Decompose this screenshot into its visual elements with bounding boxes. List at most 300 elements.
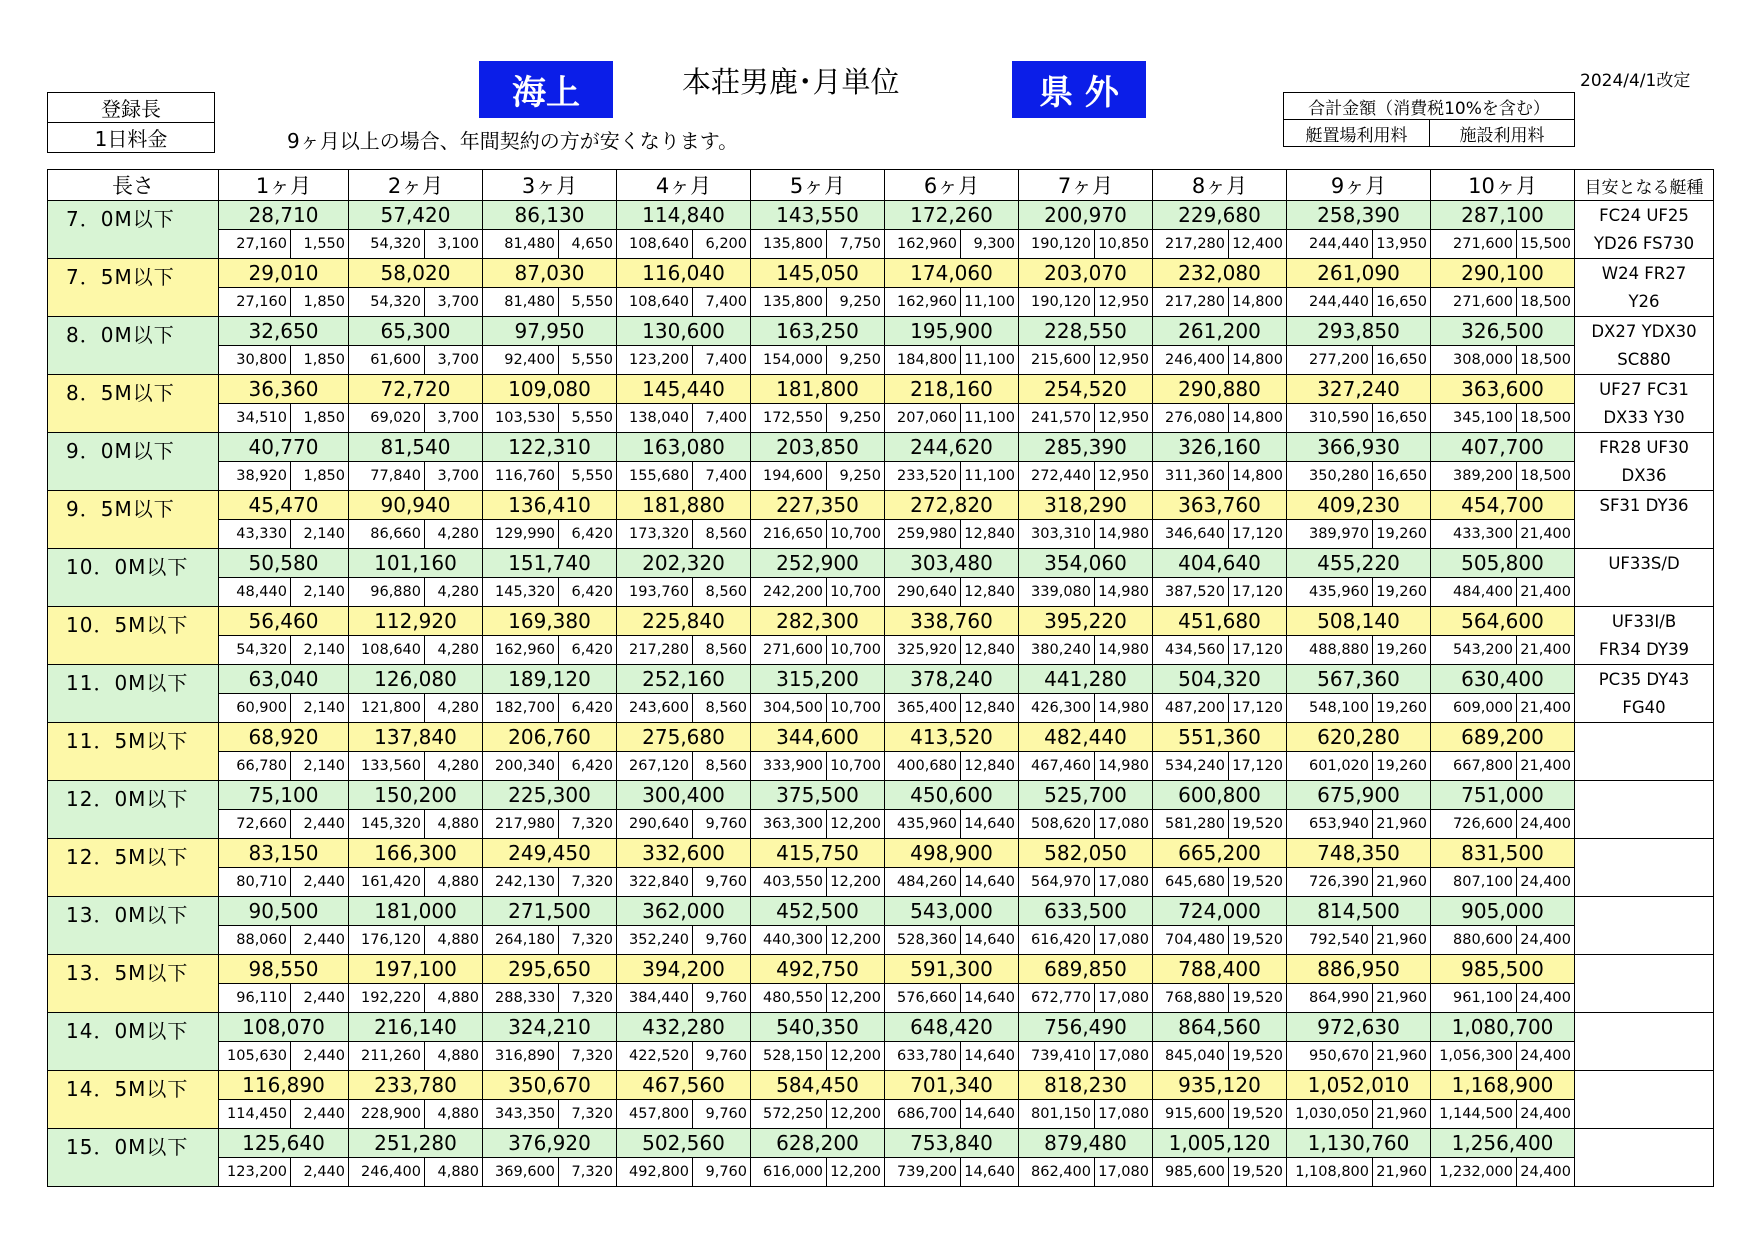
storage-fee-cell: 426,300	[1019, 694, 1095, 723]
storage-fee-cell: 616,000	[751, 1158, 827, 1187]
model-cell: PC35 DY43	[1575, 665, 1714, 694]
total-fee-cell: 29,010	[219, 259, 349, 288]
total-fee-cell: 145,440	[617, 375, 751, 404]
facility-fee-cell: 19,520	[1229, 926, 1287, 955]
storage-fee-cell: 310,590	[1287, 404, 1373, 433]
facility-fee-cell: 19,260	[1373, 752, 1431, 781]
header-month-6: 6ヶ月	[885, 170, 1019, 201]
total-fee-cell: 831,500	[1431, 839, 1575, 868]
facility-fee-cell: 24,400	[1517, 810, 1575, 839]
storage-fee-cell: 154,000	[751, 346, 827, 375]
facility-fee-cell: 3,100	[425, 230, 483, 259]
facility-fee-cell: 6,200	[693, 230, 751, 259]
total-fee-cell: 258,390	[1287, 201, 1431, 230]
facility-fee-cell: 17,080	[1095, 868, 1153, 897]
length-label: 10．5M以下	[48, 607, 219, 665]
tag-sea: 海上	[479, 61, 613, 118]
facility-fee-cell: 4,280	[425, 752, 483, 781]
total-fee-cell: 45,470	[219, 491, 349, 520]
storage-fee-cell: 350,280	[1287, 462, 1373, 491]
facility-fee-cell: 17,120	[1229, 694, 1287, 723]
storage-fee-cell: 233,520	[885, 462, 961, 491]
table-row	[48, 375, 1714, 404]
total-fee-cell: 233,780	[349, 1071, 483, 1100]
storage-fee-cell: 864,990	[1287, 984, 1373, 1013]
total-fee-cell: 225,840	[617, 607, 751, 636]
model-cell	[1575, 897, 1714, 926]
total-fee-cell: 200,970	[1019, 201, 1153, 230]
total-fee-cell: 261,090	[1287, 259, 1431, 288]
total-fee-cell: 591,300	[885, 955, 1019, 984]
storage-fee-cell: 739,200	[885, 1158, 961, 1187]
table-subrow	[48, 1100, 1714, 1129]
header-month-9: 9ヶ月	[1287, 170, 1431, 201]
total-fee-cell: 338,760	[885, 607, 1019, 636]
facility-fee-cell: 14,640	[961, 1100, 1019, 1129]
total-fee-cell: 32,650	[219, 317, 349, 346]
facility-fee-cell: 21,400	[1517, 752, 1575, 781]
model-cell: FR28 UF30	[1575, 433, 1714, 462]
storage-fee-cell: 316,890	[483, 1042, 559, 1071]
facility-fee-cell: 14,640	[961, 926, 1019, 955]
storage-fee-cell: 103,530	[483, 404, 559, 433]
facility-fee-cell: 17,120	[1229, 578, 1287, 607]
facility-fee-cell: 12,200	[827, 868, 885, 897]
storage-fee-cell: 123,200	[617, 346, 693, 375]
facility-fee-cell: 7,400	[693, 346, 751, 375]
total-fee-cell: 366,930	[1287, 433, 1431, 462]
total-fee-cell: 378,240	[885, 665, 1019, 694]
total-fee-cell: 375,500	[751, 781, 885, 810]
facility-fee-cell: 24,400	[1517, 1042, 1575, 1071]
total-fee-cell: 125,640	[219, 1129, 349, 1158]
facility-fee-cell: 17,080	[1095, 810, 1153, 839]
total-fee-cell: 753,840	[885, 1129, 1019, 1158]
storage-fee-cell: 686,700	[885, 1100, 961, 1129]
storage-fee-cell: 27,160	[219, 230, 291, 259]
model-cell: FR34 DY39	[1575, 636, 1714, 665]
total-fee-cell: 467,560	[617, 1071, 751, 1100]
total-fee-cell: 879,480	[1019, 1129, 1153, 1158]
facility-fee-cell: 2,140	[291, 752, 349, 781]
storage-fee-cell: 88,060	[219, 926, 291, 955]
total-fee-cell: 985,500	[1431, 955, 1575, 984]
facility-fee-cell: 9,300	[961, 230, 1019, 259]
model-cell	[1575, 752, 1714, 781]
total-fee-cell: 218,160	[885, 375, 1019, 404]
facility-fee-cell: 14,980	[1095, 578, 1153, 607]
length-label: 14．0M以下	[48, 1013, 219, 1071]
total-fee-cell: 633,500	[1019, 897, 1153, 926]
total-fee-cell: 97,950	[483, 317, 617, 346]
storage-fee-cell: 576,660	[885, 984, 961, 1013]
facility-fee-cell: 12,200	[827, 810, 885, 839]
model-cell	[1575, 1158, 1714, 1187]
total-fee-cell: 451,680	[1153, 607, 1287, 636]
total-fee-cell: 543,000	[885, 897, 1019, 926]
storage-fee-cell: 389,200	[1431, 462, 1517, 491]
storage-fee-cell: 217,280	[1153, 230, 1229, 259]
total-fee-cell: 1,256,400	[1431, 1129, 1575, 1158]
total-fee-cell: 109,080	[483, 375, 617, 404]
total-fee-cell: 227,350	[751, 491, 885, 520]
facility-fee-cell: 18,500	[1517, 288, 1575, 317]
storage-fee-cell: 440,300	[751, 926, 827, 955]
storage-fee-cell: 217,980	[483, 810, 559, 839]
storage-fee-cell: 54,320	[349, 230, 425, 259]
total-fee-cell: 90,940	[349, 491, 483, 520]
total-fee-cell: 315,200	[751, 665, 885, 694]
storage-fee-cell: 108,640	[617, 230, 693, 259]
storage-fee-cell: 277,200	[1287, 346, 1373, 375]
storage-fee-cell: 365,400	[885, 694, 961, 723]
annual-contract-note: 9ヶ月以上の場合、年間契約の方が安くなります。	[287, 129, 739, 153]
total-fee-cell: 181,800	[751, 375, 885, 404]
table-row	[48, 665, 1714, 694]
total-fee-cell: 28,710	[219, 201, 349, 230]
facility-fee-cell: 14,800	[1229, 346, 1287, 375]
total-fee-cell: 275,680	[617, 723, 751, 752]
storage-fee-cell: 488,880	[1287, 636, 1373, 665]
storage-fee-cell: 726,600	[1431, 810, 1517, 839]
facility-fee-cell: 19,260	[1373, 636, 1431, 665]
storage-fee-cell: 290,640	[617, 810, 693, 839]
storage-fee-cell: 1,144,500	[1431, 1100, 1517, 1129]
storage-fee-cell: 276,080	[1153, 404, 1229, 433]
facility-fee-cell: 4,880	[425, 984, 483, 1013]
total-fee-cell: 271,500	[483, 897, 617, 926]
length-label: 15．0M以下	[48, 1129, 219, 1187]
facility-fee-cell: 12,200	[827, 1100, 885, 1129]
legend-daily-fee: 1日料金	[48, 123, 215, 153]
facility-fee-cell: 6,420	[559, 694, 617, 723]
storage-fee-cell: 135,800	[751, 230, 827, 259]
storage-fee-cell: 54,320	[219, 636, 291, 665]
storage-fee-cell: 288,330	[483, 984, 559, 1013]
total-fee-cell: 630,400	[1431, 665, 1575, 694]
total-fee-cell: 293,850	[1287, 317, 1431, 346]
storage-fee-cell: 572,250	[751, 1100, 827, 1129]
total-fee-cell: 326,500	[1431, 317, 1575, 346]
storage-fee-cell: 633,780	[885, 1042, 961, 1071]
total-fee-cell: 363,760	[1153, 491, 1287, 520]
facility-fee-cell: 14,800	[1229, 288, 1287, 317]
facility-fee-cell: 1,850	[291, 404, 349, 433]
facility-fee-cell: 14,980	[1095, 752, 1153, 781]
total-fee-cell: 628,200	[751, 1129, 885, 1158]
total-fee-cell: 75,100	[219, 781, 349, 810]
storage-fee-cell: 339,080	[1019, 578, 1095, 607]
facility-fee-cell: 2,440	[291, 868, 349, 897]
total-fee-cell: 114,840	[617, 201, 751, 230]
facility-fee-cell: 18,500	[1517, 404, 1575, 433]
facility-fee-cell: 14,800	[1229, 462, 1287, 491]
storage-fee-cell: 363,300	[751, 810, 827, 839]
facility-fee-cell: 11,100	[961, 346, 1019, 375]
total-fee-cell: 1,005,120	[1153, 1129, 1287, 1158]
storage-fee-cell: 487,200	[1153, 694, 1229, 723]
facility-fee-cell: 7,320	[559, 984, 617, 1013]
facility-fee-cell: 12,840	[961, 520, 1019, 549]
facility-fee-cell: 9,760	[693, 984, 751, 1013]
storage-fee-cell: 311,360	[1153, 462, 1229, 491]
storage-fee-cell: 116,760	[483, 462, 559, 491]
total-fee-cell: 166,300	[349, 839, 483, 868]
storage-fee-cell: 322,840	[617, 868, 693, 897]
total-fee-cell: 482,440	[1019, 723, 1153, 752]
header-length: 長さ	[48, 170, 219, 201]
facility-fee-cell: 14,640	[961, 868, 1019, 897]
total-fee-cell: 136,410	[483, 491, 617, 520]
revision-date: 2024/4/1改定	[1580, 71, 1691, 91]
storage-fee-cell: 645,680	[1153, 868, 1229, 897]
storage-fee-cell: 184,800	[885, 346, 961, 375]
storage-fee-cell: 190,120	[1019, 230, 1095, 259]
storage-fee-cell: 43,330	[219, 520, 291, 549]
table-subrow	[48, 462, 1714, 491]
storage-fee-cell: 96,110	[219, 984, 291, 1013]
total-fee-cell: 395,220	[1019, 607, 1153, 636]
facility-fee-cell: 1,850	[291, 462, 349, 491]
facility-fee-cell: 2,440	[291, 810, 349, 839]
facility-fee-cell: 9,760	[693, 810, 751, 839]
total-fee-cell: 1,168,900	[1431, 1071, 1575, 1100]
total-fee-cell: 905,000	[1431, 897, 1575, 926]
facility-fee-cell: 10,700	[827, 578, 885, 607]
facility-fee-cell: 19,520	[1229, 810, 1287, 839]
table-row	[48, 839, 1714, 868]
total-fee-cell: 290,880	[1153, 375, 1287, 404]
facility-fee-cell: 6,420	[559, 578, 617, 607]
storage-fee-cell: 435,960	[1287, 578, 1373, 607]
facility-fee-cell: 24,400	[1517, 868, 1575, 897]
total-fee-cell: 886,950	[1287, 955, 1431, 984]
storage-fee-cell: 48,440	[219, 578, 291, 607]
total-fee-cell: 326,160	[1153, 433, 1287, 462]
facility-fee-cell: 17,080	[1095, 1100, 1153, 1129]
table-subrow	[48, 520, 1714, 549]
model-cell	[1575, 723, 1714, 752]
total-fee-cell: 87,030	[483, 259, 617, 288]
storage-fee-cell: 564,970	[1019, 868, 1095, 897]
model-cell: W24 FR27	[1575, 259, 1714, 288]
total-fee-cell: 454,700	[1431, 491, 1575, 520]
facility-fee-cell: 11,100	[961, 404, 1019, 433]
facility-fee-cell: 2,140	[291, 694, 349, 723]
storage-fee-cell: 616,420	[1019, 926, 1095, 955]
storage-fee-cell: 528,150	[751, 1042, 827, 1071]
table-row	[48, 549, 1714, 578]
facility-fee-cell: 9,760	[693, 868, 751, 897]
storage-fee-cell: 1,056,300	[1431, 1042, 1517, 1071]
total-fee-cell: 174,060	[885, 259, 1019, 288]
storage-fee-cell: 81,480	[483, 288, 559, 317]
total-fee-cell: 228,550	[1019, 317, 1153, 346]
storage-fee-cell: 534,240	[1153, 752, 1229, 781]
total-fee-cell: 216,140	[349, 1013, 483, 1042]
storage-fee-cell: 457,800	[617, 1100, 693, 1129]
table-row	[48, 607, 1714, 636]
facility-fee-cell: 5,550	[559, 288, 617, 317]
facility-fee-cell: 8,560	[693, 578, 751, 607]
facility-fee-cell: 4,880	[425, 1158, 483, 1187]
table-subrow	[48, 346, 1714, 375]
total-fee-cell: 362,000	[617, 897, 751, 926]
total-fee-cell: 130,600	[617, 317, 751, 346]
total-fee-cell: 363,600	[1431, 375, 1575, 404]
storage-fee-cell: 548,100	[1287, 694, 1373, 723]
table-subrow	[48, 694, 1714, 723]
storage-fee-cell: 69,020	[349, 404, 425, 433]
facility-fee-cell: 21,960	[1373, 868, 1431, 897]
model-cell	[1575, 1129, 1714, 1158]
total-fee-cell: 648,420	[885, 1013, 1019, 1042]
total-fee-cell: 701,340	[885, 1071, 1019, 1100]
total-fee-cell: 203,850	[751, 433, 885, 462]
length-label: 14．5M以下	[48, 1071, 219, 1129]
facility-fee-cell: 19,520	[1229, 1158, 1287, 1187]
facility-fee-cell: 3,700	[425, 346, 483, 375]
facility-fee-cell: 17,080	[1095, 984, 1153, 1013]
total-fee-cell: 814,500	[1287, 897, 1431, 926]
header-month-7: 7ヶ月	[1019, 170, 1153, 201]
storage-fee-cell: 492,800	[617, 1158, 693, 1187]
total-fee-cell: 1,080,700	[1431, 1013, 1575, 1042]
facility-fee-cell: 7,400	[693, 404, 751, 433]
total-fee-cell: 505,800	[1431, 549, 1575, 578]
total-fee-cell: 126,080	[349, 665, 483, 694]
storage-fee-cell: 108,640	[349, 636, 425, 665]
facility-fee-cell: 4,280	[425, 578, 483, 607]
length-label: 12．0M以下	[48, 781, 219, 839]
table-subrow	[48, 984, 1714, 1013]
length-label: 10．0M以下	[48, 549, 219, 607]
total-fee-cell: 394,200	[617, 955, 751, 984]
model-cell: YD26 FS730	[1575, 230, 1714, 259]
total-fee-cell: 163,250	[751, 317, 885, 346]
total-fee-cell: 225,300	[483, 781, 617, 810]
storage-fee-cell: 343,350	[483, 1100, 559, 1129]
facility-fee-cell: 2,140	[291, 636, 349, 665]
model-cell: FC24 UF25	[1575, 201, 1714, 230]
facility-fee-cell: 4,880	[425, 1042, 483, 1071]
model-cell	[1575, 578, 1714, 607]
legend-box	[47, 92, 215, 153]
facility-fee-cell: 24,400	[1517, 926, 1575, 955]
facility-fee-cell: 12,200	[827, 926, 885, 955]
storage-fee-cell: 484,400	[1431, 578, 1517, 607]
total-fee-cell: 492,750	[751, 955, 885, 984]
storage-fee-cell: 135,800	[751, 288, 827, 317]
facility-fee-cell: 19,520	[1229, 1042, 1287, 1071]
total-fee-cell: 272,820	[885, 491, 1019, 520]
facility-fee-cell: 17,120	[1229, 520, 1287, 549]
storage-fee-cell: 215,600	[1019, 346, 1095, 375]
facility-fee-cell: 6,420	[559, 520, 617, 549]
storage-fee-cell: 244,440	[1287, 288, 1373, 317]
total-fee-cell: 40,770	[219, 433, 349, 462]
storage-fee-cell: 467,460	[1019, 752, 1095, 781]
storage-fee-cell: 1,030,050	[1287, 1100, 1373, 1129]
facility-fee-cell: 10,700	[827, 694, 885, 723]
table-row	[48, 1013, 1714, 1042]
total-fee-cell: 504,320	[1153, 665, 1287, 694]
facility-fee-cell: 17,080	[1095, 1158, 1153, 1187]
total-fee-cell: 232,080	[1153, 259, 1287, 288]
storage-fee-cell: 400,680	[885, 752, 961, 781]
tax-facility-fee-label: 施設利用料	[1430, 120, 1575, 147]
storage-fee-cell: 1,108,800	[1287, 1158, 1373, 1187]
total-fee-cell: 261,200	[1153, 317, 1287, 346]
storage-fee-cell: 950,670	[1287, 1042, 1373, 1071]
facility-fee-cell: 6,420	[559, 636, 617, 665]
facility-fee-cell: 19,520	[1229, 1100, 1287, 1129]
tax-legend-box	[1283, 92, 1575, 147]
storage-fee-cell: 543,200	[1431, 636, 1517, 665]
table-row	[48, 723, 1714, 752]
storage-fee-cell: 114,450	[219, 1100, 291, 1129]
facility-fee-cell: 7,320	[559, 868, 617, 897]
facility-fee-cell: 9,250	[827, 404, 885, 433]
length-label: 7．0M以下	[48, 201, 219, 259]
facility-fee-cell: 2,440	[291, 1158, 349, 1187]
storage-fee-cell: 308,000	[1431, 346, 1517, 375]
total-fee-cell: 318,290	[1019, 491, 1153, 520]
facility-fee-cell: 10,850	[1095, 230, 1153, 259]
storage-fee-cell: 182,700	[483, 694, 559, 723]
facility-fee-cell: 16,650	[1373, 288, 1431, 317]
model-cell: FG40	[1575, 694, 1714, 723]
facility-fee-cell: 12,200	[827, 1158, 885, 1187]
length-label: 12．5M以下	[48, 839, 219, 897]
total-fee-cell: 122,310	[483, 433, 617, 462]
total-fee-cell: 620,280	[1287, 723, 1431, 752]
facility-fee-cell: 12,950	[1095, 462, 1153, 491]
total-fee-cell: 324,210	[483, 1013, 617, 1042]
storage-fee-cell: 508,620	[1019, 810, 1095, 839]
length-label: 11．0M以下	[48, 665, 219, 723]
total-fee-cell: 818,230	[1019, 1071, 1153, 1100]
facility-fee-cell: 9,250	[827, 288, 885, 317]
facility-fee-cell: 7,320	[559, 1042, 617, 1071]
storage-fee-cell: 667,800	[1431, 752, 1517, 781]
total-fee-cell: 189,120	[483, 665, 617, 694]
storage-fee-cell: 961,100	[1431, 984, 1517, 1013]
storage-fee-cell: 672,770	[1019, 984, 1095, 1013]
total-fee-cell: 290,100	[1431, 259, 1575, 288]
storage-fee-cell: 380,240	[1019, 636, 1095, 665]
facility-fee-cell: 2,140	[291, 578, 349, 607]
total-fee-cell: 748,350	[1287, 839, 1431, 868]
total-fee-cell: 300,400	[617, 781, 751, 810]
total-fee-cell: 404,640	[1153, 549, 1287, 578]
table-row	[48, 781, 1714, 810]
facility-fee-cell: 14,980	[1095, 636, 1153, 665]
total-fee-cell: 145,050	[751, 259, 885, 288]
facility-fee-cell: 19,520	[1229, 868, 1287, 897]
facility-fee-cell: 12,950	[1095, 288, 1153, 317]
model-cell	[1575, 868, 1714, 897]
total-fee-cell: 751,000	[1431, 781, 1575, 810]
storage-fee-cell: 581,280	[1153, 810, 1229, 839]
length-label: 8．5M以下	[48, 375, 219, 433]
total-fee-cell: 36,360	[219, 375, 349, 404]
storage-fee-cell: 96,880	[349, 578, 425, 607]
total-fee-cell: 525,700	[1019, 781, 1153, 810]
storage-fee-cell: 176,120	[349, 926, 425, 955]
storage-fee-cell: 384,440	[617, 984, 693, 1013]
total-fee-cell: 83,150	[219, 839, 349, 868]
